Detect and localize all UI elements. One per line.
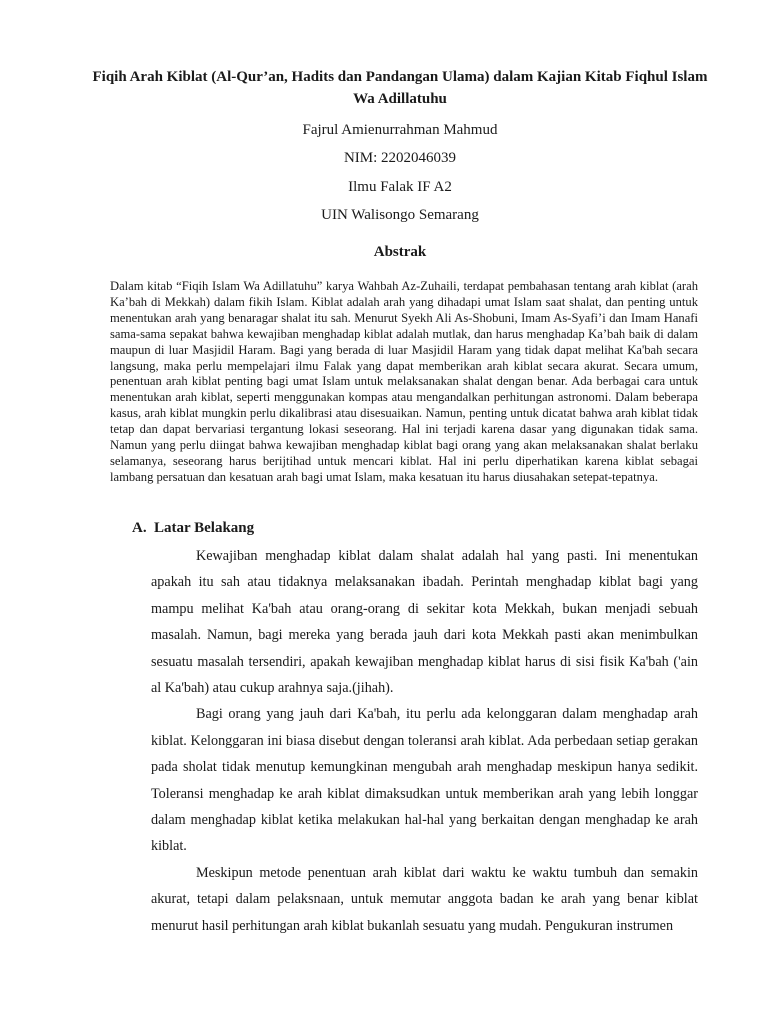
abstract-heading: Abstrak xyxy=(373,244,427,260)
author-name: Fajrul Amienurrahman Mahmud xyxy=(302,122,498,138)
body-paragraph: Kewajiban menghadap kiblat dalam shalat adalah hal yang pasti. Ini menentukan apakah itu sah atau tidaknya melaksanakan ibadah. Perintah menghadap kiblat bagi yang mampu melihat Ka'bah atau orang-orang di sekitar kota Mekkah, bukan menjadi sebuah masalah. Namun, bagi mereka yang berada jauh dari kota Mekkah pasti akan menimbulkan sesuatu masalah tersendiri, apakah kewajiban menghadap kiblat harus di sisi fisik Ka'bah ('ain al Ka'bah) atau cukup arahnya saja.(jihah). xyxy=(151,548,698,697)
abstract-text: Dalam kitab “Fiqih Islam Wa Adillatuhu” karya Wahbah Az-Zuhaili, terdapat pembahasan tentang arah kiblat (arah Ka’bah di Mekkah) dalam fikih Islam. Kiblat adalah arah yang dihadapi umat Islam saat shalat, dan penting untuk menentukan arah yang benaragar shalat itu sah. Menurut Syekh Ali As-Shobuni, Imam As-Syafi’i dan Imam Hanafi sama-sama sepakat bahwa kewajiban menghadap kiblat adalah mutlak, dan harus menghadap Ka’bah baik di dalam maupun di luar Masjidil Haram. Bagi yang berada di luar Masjidil Haram yang tidak dapat melihat Ka'bah secara langsung, maka perlu mempelajari ilmu Falak yang dapat memberikan arah kiblat secara akurat. Secara umum, penentuan arah kiblat penting bagi umat Islam untuk melaksanakan shalat dengan benar. Ada berbagai cara untuk menentukan arah kiblat, seperti menggunakan kompas atau mengandalkan perhitungan astronomi. Dalam beberapa kasus, arah kiblat mungkin perlu dikalibrasi atau disesuaikan. Namun, penting untuk dicatat bahwa arah kiblat tidak tetap dan dapat bervariasi tergantung lokasi seseorang. Hal ini terjadi karena dasar yang digunakan tidak sama. Namun yang perlu diingat bahwa kewajiban menghadap kiblat bagi orang yang akan melaksanakan shalat berlaku selamanya, seseorang harus berijtihad untuk mencari kiblat. Hal ini perlu diperhatikan karena kiblat sebagai lambang persatuan dan kesatuan arah bagi umat Islam, maka kesatuan itu harus diusahakan setepat-tepatnya. xyxy=(110,279,698,484)
student-id: NIM: 2202046039 xyxy=(343,150,457,166)
body-paragraph: Meskipun metode penentuan arah kiblat dari waktu ke waktu tumbuh dan semakin akurat, tetapi dalam pelaksnaan, untuk memutar anggota badan ke arah yang benar kiblat menurut hasil perhitungan arah kiblat bukanlah sesuatu yang mudah. Pengukuran instrumen xyxy=(151,864,698,934)
body-paragraph: Bagi orang yang jauh dari Ka'bah, itu perlu ada kelonggaran dalam menghadap arah kiblat. Kelonggaran ini biasa disebut dengan toleransi arah kiblat. Ada perbedaan setiap gerakan pada sholat tidak menutup kemungkinan mengubah arah menghadap meskipun hanya sedikit. Toleransi menghadap ke arah kiblat dimaksudkan untuk memberikan arah yang lebih longgar dalam menghadap kiblat ketika melakukan hal-hal yang berkaitan dengan menghadap ke arah kiblat. xyxy=(151,706,698,855)
university-name: UIN Walisongo Semarang xyxy=(321,207,479,223)
paper-title: Fiqih Arah Kiblat (Al-Qur’an, Hadits dan Pandangan Ulama) dalam Kajian Kitab Fiqhul Islam Wa Adillatuhu xyxy=(92,69,708,107)
section-heading xyxy=(132,518,532,538)
section-number: A. xyxy=(132,520,147,536)
course-name: Ilmu Falak IF A2 xyxy=(348,179,452,195)
section-title: Latar Belakang xyxy=(154,520,255,536)
section-body xyxy=(151,543,698,939)
